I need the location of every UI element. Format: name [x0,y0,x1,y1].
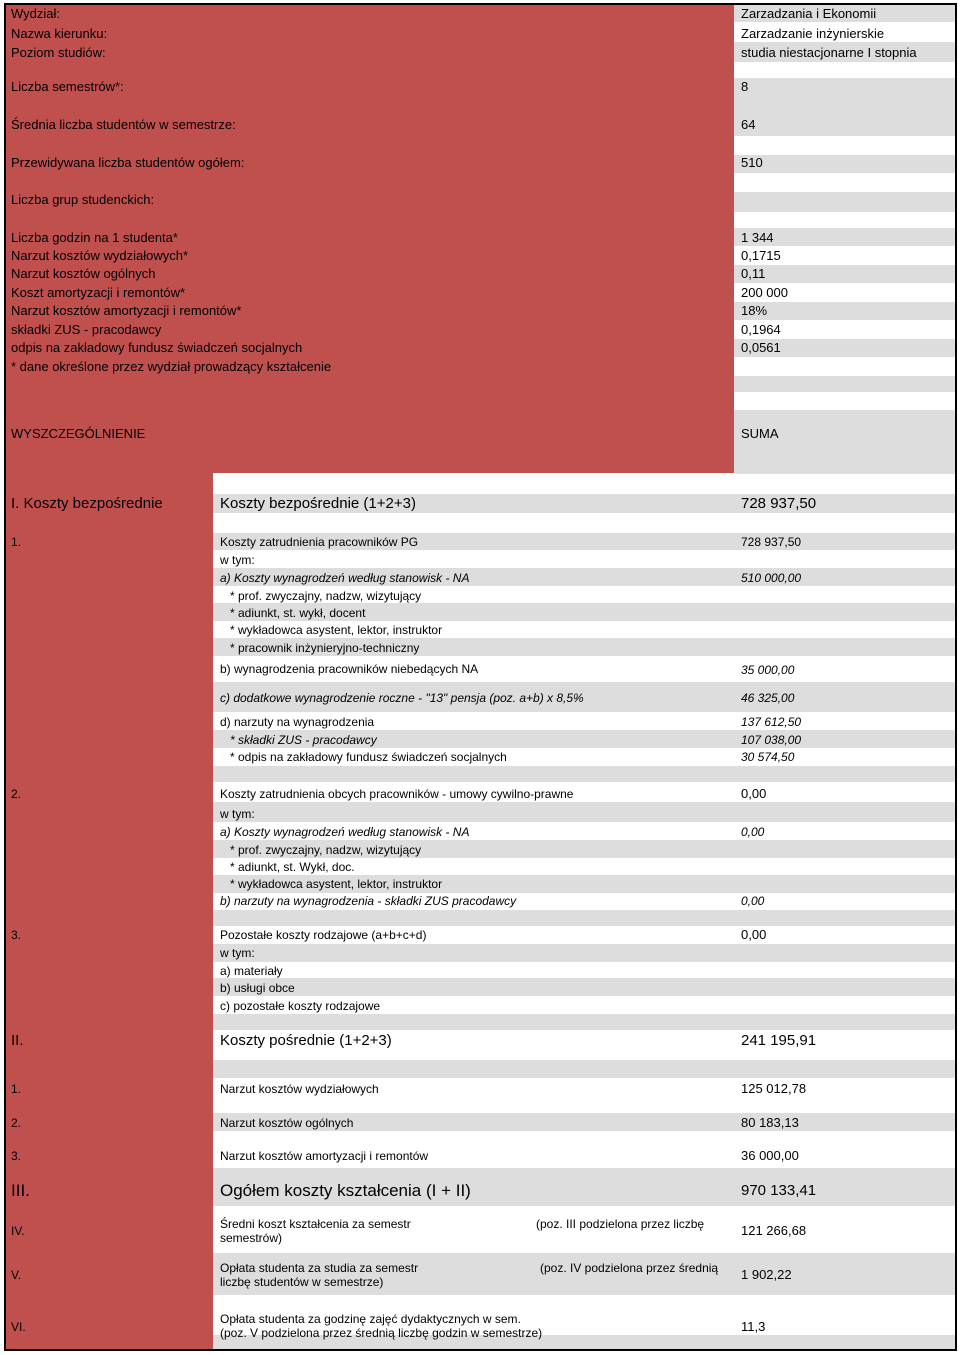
detail-item: * prof. zwyczajny, nadzw, wizytujący [230,589,422,603]
subitem-value: 0,00 [741,825,765,839]
section-value: 11,3 [741,1319,766,1334]
semesters-value: 8 [741,79,749,94]
section-value: 970 133,41 [741,1182,817,1199]
section-title: Opłata studenta za studia za semestr [220,1261,419,1275]
subitem-value: 510 000,00 [741,571,802,585]
subitem-value: 137 612,50 [741,715,802,729]
param-label: Koszt amortyzacji i remontów* [11,285,186,300]
param-value: 0,0561 [741,340,781,355]
detail-value: 30 574,50 [741,750,795,764]
subitem-value: 0,00 [741,894,765,908]
item-value: 728 937,50 [741,535,802,549]
section-value: 728 937,50 [741,495,817,512]
item-num: 2. [11,787,22,801]
band [213,944,955,962]
band [734,96,955,136]
subitem-label: c) dodatkowe wynagrodzenie roczne - "13" pensja (poz. a+b) x 8,5% [220,691,584,705]
footnote: * dane określone przez wydział prowadzący kształcenie [11,359,332,374]
item-value: 0,00 [741,786,767,801]
in-which-label: w tym: [220,807,255,821]
detail-item: * adiunkt, st. Wykł, doc. [230,860,355,874]
subitem-value: 46 325,00 [741,691,795,705]
item-num: 1. [11,1082,22,1096]
item-num: 3. [11,1149,22,1163]
param-value: 0,1715 [741,248,781,263]
item-value: 36 000,00 [741,1148,799,1163]
section-value: 241 195,91 [741,1032,817,1049]
band [213,1014,955,1030]
band [734,410,955,474]
section-value: 121 266,68 [741,1223,807,1238]
param-label: Liczba godzin na 1 studenta* [11,230,178,245]
section-title: Opłata studenta za godzinę zajęć dydaktycznych w sem. [220,1312,521,1326]
param-label: odpis na zakładowy fundusz świadczeń socjalnych [11,340,303,355]
item-value: 125 012,78 [741,1081,807,1096]
subitem-label: a) Koszty wynagrodzeń według stanowisk - NA [220,825,470,839]
subitem-value: 35 000,00 [741,663,795,677]
section-title: Koszty bezpośrednie (1+2+3) [220,495,416,512]
param-value: 200 000 [741,285,788,300]
param-label: Narzut kosztów amortyzacji i remontów* [11,303,242,318]
total-students-value: 510 [741,155,763,170]
section-num: I. Koszty bezpośrednie [11,495,163,512]
section-num: V. [11,1268,22,1282]
section-title-cont: (poz. V podzielona przez średnią liczbę godzin w semestrze) [220,1326,543,1340]
param-value: 18% [741,303,768,318]
item-title: Narzut kosztów amortyzacji i remontów [220,1149,429,1163]
band [734,78,955,96]
detail-item: * składki ZUS - pracodawcy [230,733,377,747]
column-header-spec: WYSZCZEGÓLNIENIE [11,426,146,441]
section-title-note: (poz. III podzielona przez liczbę [536,1217,705,1231]
detail-item: * odpis na zakładowy fundusz świadczeń socjalnych [230,750,507,764]
detail-item: * wykładowca asystent, lektor, instruktor [230,877,443,891]
detail-item: * pracownik inżynieryjno-techniczny [230,641,420,655]
section-title-cont: semestrów) [220,1231,283,1245]
subitem-label: a) materiały [220,964,283,978]
column-header-sum: SUMA [741,426,779,441]
item-title: Koszty zatrudnienia obcych pracowników - umowy cywilno-prawne [220,787,574,801]
subitem-label: d) narzuty na wynagrodzenia [220,715,375,729]
avg-students-label: Średnia liczba studentów w semestrze: [11,117,236,132]
param-label: składki ZUS - pracodawcy [11,322,162,337]
item-value: 80 183,13 [741,1115,799,1130]
subitem-label: b) usługi obce [220,981,295,995]
faculty-value: Zarzadzania i Ekonomii [741,6,877,21]
item-title: Koszty zatrudnienia pracowników PG [220,535,419,549]
subitem-label: a) Koszty wynagrodzeń według stanowisk - NA [220,571,470,585]
section-num: III. [11,1181,30,1200]
item-title: Narzut kosztów ogólnych [220,1116,354,1130]
band [213,1060,955,1078]
band [734,155,955,173]
section-title: Średni koszt kształcenia za semestr [220,1217,411,1231]
detail-item: * wykładowca asystent, lektor, instruktor [230,623,443,637]
band [213,766,955,782]
study-level-value: studia niestacjonarne I stopnia [741,45,917,60]
section-num: VI. [11,1320,26,1334]
section-num: II. [11,1032,24,1049]
section-num: IV. [11,1224,25,1238]
detail-item: * prof. zwyczajny, nadzw, wizytujący [230,843,422,857]
detail-item: * adiunkt, st. wykł, docent [230,606,366,620]
detail-value: 107 038,00 [741,733,802,747]
study-level-label: Poziom studiów: [11,45,106,60]
band [734,192,955,212]
section-title-cont: liczbę studentów w semestrze) [220,1275,384,1289]
param-value: 0,11 [741,266,766,281]
band [734,376,955,392]
section-title: Ogółem koszty kształcenia (I + II) [220,1181,471,1200]
item-title: Pozostałe koszty rodzajowe (a+b+c+d) [220,928,427,942]
item-num: 1. [11,535,22,549]
band [734,302,955,320]
item-num: 3. [11,928,22,942]
semesters-label: Liczba semestrów*: [11,79,124,94]
param-value: 0,1964 [741,322,781,337]
item-value: 0,00 [741,927,767,942]
faculty-label: Wydział: [11,6,61,21]
section-title-note: (poz. IV podzielona przez średnią [540,1261,719,1275]
total-students-label: Przewidywana liczba studentów ogółem: [11,155,245,170]
subitem-label: b) narzuty na wynagrodzenia - składki ZUS pracodawcy [220,894,517,908]
section-value: 1 902,22 [741,1267,792,1282]
student-groups-label: Liczba grup studenckich: [11,192,155,207]
in-which-label: w tym: [220,553,255,567]
band [734,265,955,283]
field-of-study-label: Nazwa kierunku: [11,26,108,41]
param-label: Narzut kosztów wydziałowych* [11,248,189,263]
band [213,802,955,822]
subitem-label: b) wynagrodzenia pracowników niebedących NA [220,662,479,676]
section-title: Koszty pośrednie (1+2+3) [220,1032,392,1049]
subitem-label: c) pozostałe koszty rodzajowe [220,999,381,1013]
left-column-panel [6,473,213,1349]
band [213,978,955,996]
field-of-study-value: Zarzadzanie inżynierskie [741,26,885,41]
band [213,910,955,926]
avg-students-value: 64 [741,117,756,132]
item-title: Narzut kosztów wydziałowych [220,1082,379,1096]
param-label: Narzut kosztów ogólnych [11,266,156,281]
param-value: 1 344 [741,230,774,245]
item-num: 2. [11,1116,22,1130]
in-which-label: w tym: [220,946,255,960]
